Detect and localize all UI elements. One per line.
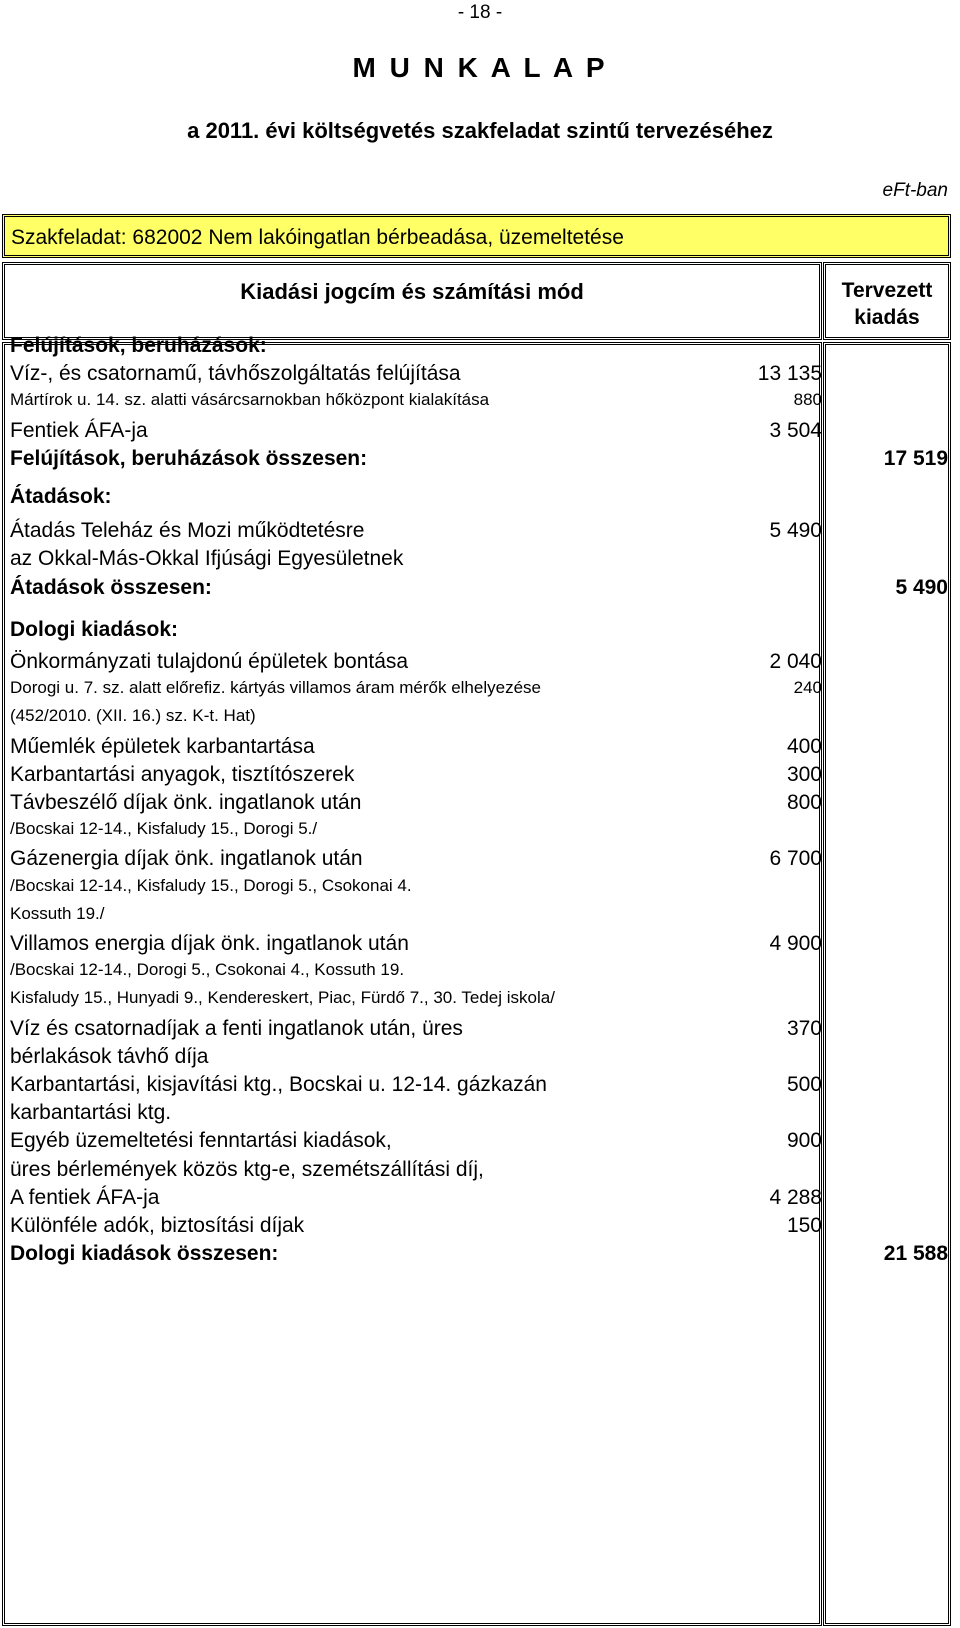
table-row <box>10 960 950 989</box>
page-number: - 18 - <box>457 2 503 23</box>
row-amount: 150 <box>786 1214 822 1237</box>
table-row <box>10 706 950 735</box>
table-row <box>10 447 950 476</box>
row-label: /Bocskai 12-14., Kisfaludy 15., Dorogi 5./ <box>10 819 318 839</box>
row-label: Dologi kiadások összesen: <box>10 1242 279 1266</box>
table-row <box>10 988 950 1017</box>
row-label: Felújítások, beruházások: <box>10 334 267 357</box>
row-label: Gázenergia díjak önk. ingatlanok után <box>10 847 363 871</box>
row-amount: 880 <box>793 390 822 410</box>
row-label: Karbantartási anyagok, tisztítószerek <box>10 762 355 786</box>
unit-label: eFt-ban <box>882 180 948 201</box>
table-row <box>10 678 950 707</box>
row-amount: 3 504 <box>769 418 822 442</box>
document-subtitle: a 2011. évi költségvetés szakfeladat szintű tervezéséhez <box>187 118 773 143</box>
row-label: Távbeszélő díjak önk. ingatlanok után <box>10 791 362 814</box>
table-row <box>10 819 950 848</box>
row-label: Átadás Teleház és Mozi működtetésre <box>10 519 365 543</box>
table-row <box>10 618 950 647</box>
table-row <box>10 362 950 391</box>
row-amount: 500 <box>786 1073 822 1096</box>
row-label: Felújítások, beruházások összesen: <box>10 446 368 470</box>
header-left-label: Kiadási jogcím és számítási mód <box>240 279 584 304</box>
row-label: Fentiek ÁFA-ja <box>10 418 148 442</box>
document-title: M U N K A L A P <box>352 52 608 83</box>
table-row <box>10 1214 950 1243</box>
row-total: 21 588 <box>883 1242 948 1266</box>
table-row <box>10 334 950 363</box>
row-label: bérlakások távhő díja <box>10 1044 209 1068</box>
row-label: Műemlék épületek karbantartása <box>10 734 315 758</box>
row-amount: 4 900 <box>769 932 822 955</box>
row-label: Karbantartási, kisjavítási ktg., Bocskai u. 12-14. gázkazán <box>10 1073 547 1096</box>
table-row <box>10 791 950 820</box>
header-right-cell <box>823 262 951 340</box>
row-label: /Bocskai 12-14., Kisfaludy 15., Dorogi 5., Csokonai 4. <box>10 875 412 895</box>
table-row <box>10 650 950 679</box>
row-label: Kossuth 19./ <box>10 903 105 923</box>
row-label: A fentiek ÁFA-ja <box>10 1185 160 1209</box>
szakfeladat-text: Szakfeladat: 682002 Nem lakóingatlan bérbeadása, üzemeltetése <box>11 226 624 249</box>
table-row <box>10 1073 950 1102</box>
row-label: Víz és csatornadíjak a fenti ingatlanok után, üres <box>10 1016 463 1040</box>
row-label: Dorogi u. 7. sz. alatt előrefiz. kártyás villamos áram mérők elhelyezése <box>10 678 541 698</box>
table-row <box>10 419 950 448</box>
table-row <box>10 847 950 876</box>
row-amount: 4 288 <box>769 1185 822 1209</box>
row-amount: 800 <box>786 791 822 814</box>
row-label: Villamos energia díjak önk. ingatlanok után <box>10 932 409 955</box>
header-left-cell <box>2 262 822 340</box>
row-amount: 5 490 <box>769 519 822 543</box>
table-row <box>10 519 950 548</box>
row-amount: 900 <box>786 1129 822 1153</box>
table-row <box>10 763 950 792</box>
table-row <box>10 876 950 905</box>
row-total: 5 490 <box>895 575 948 599</box>
row-label: Átadások összesen: <box>10 575 212 599</box>
row-label: karbantartási ktg. <box>10 1101 172 1125</box>
table-row <box>10 390 950 419</box>
row-amount: 6 700 <box>769 847 822 871</box>
row-amount: 370 <box>786 1016 822 1040</box>
row-amount: 13 135 <box>757 362 822 386</box>
table-row <box>10 1045 950 1074</box>
row-label: Víz-, és csatornamű, távhőszolgáltatás felújítása <box>10 362 461 386</box>
row-label: Dologi kiadások: <box>10 617 179 641</box>
row-label: (452/2010. (XII. 16.) sz. K-t. Hat) <box>10 706 256 726</box>
row-label: Átadások: <box>10 485 112 508</box>
table-row <box>10 735 950 764</box>
row-label: az Okkal-Más-Okkal Ifjúsági Egyesületnek <box>10 547 404 571</box>
table-row <box>10 1158 950 1187</box>
header-right-label-2: kiadás <box>854 306 920 329</box>
row-label: Egyéb üzemeltetési fenntartási kiadások, <box>10 1129 392 1153</box>
table-row <box>10 904 950 933</box>
row-amount: 400 <box>786 734 822 758</box>
szakfeladat-banner <box>2 214 951 258</box>
table-row <box>10 1129 950 1158</box>
table-row <box>10 932 950 961</box>
table-row <box>10 576 950 605</box>
row-label: Mártírok u. 14. sz. alatti vásárcsarnokban hőközpont kialakítása <box>10 390 490 410</box>
row-label: Különféle adók, biztosítási díjak <box>10 1214 305 1237</box>
header-right-label-1: Tervezett <box>841 279 933 302</box>
row-label: Kisfaludy 15., Hunyadi 9., Kendereskert, Piac, Fürdő 7., 30. Tedej iskola/ <box>10 988 555 1008</box>
table-row <box>10 485 950 514</box>
row-label: /Bocskai 12-14., Dorogi 5., Csokonai 4., Kossuth 19. <box>10 960 405 980</box>
table-row <box>10 547 950 576</box>
row-label: Önkormányzati tulajdonú épületek bontása <box>10 650 409 673</box>
row-amount: 300 <box>786 762 822 786</box>
row-label: üres bérlemények közös ktg-e, szemétszállítási díj, <box>10 1157 484 1181</box>
table-row <box>10 1242 950 1271</box>
row-total: 17 519 <box>883 446 948 470</box>
row-amount: 240 <box>793 678 822 698</box>
table-row <box>10 1186 950 1215</box>
table-row <box>10 1101 950 1130</box>
table-row <box>10 1017 950 1046</box>
row-amount: 2 040 <box>769 650 822 673</box>
